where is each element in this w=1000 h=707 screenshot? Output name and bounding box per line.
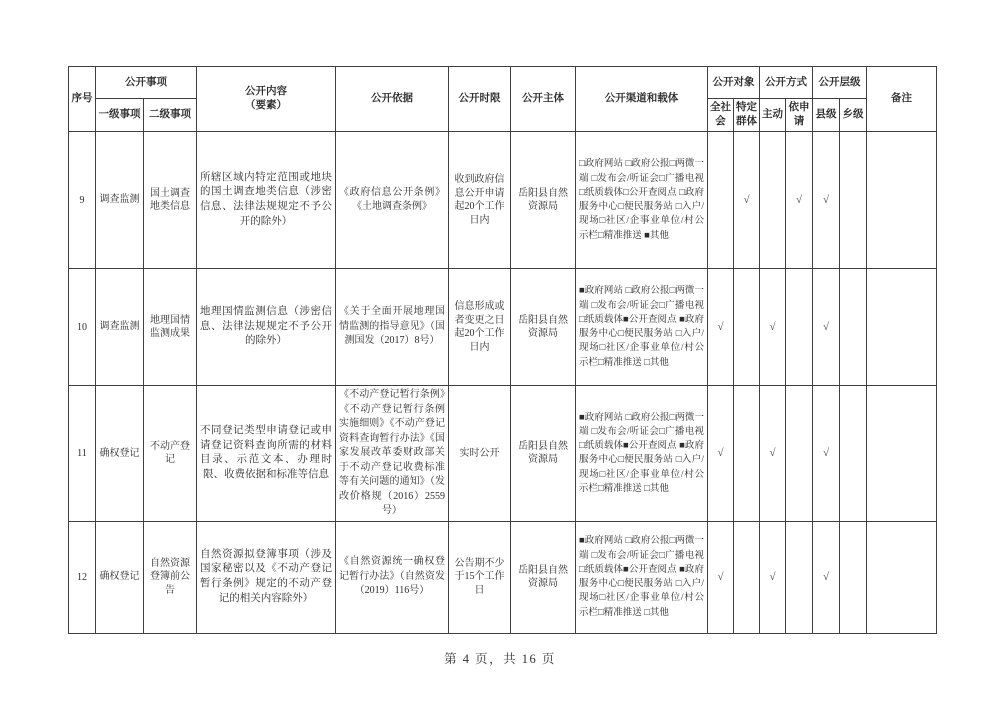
cell-content: 不同登记类型申请登记或申请登记资料查询所需的材料目录、示范文本、办理时限、收费依据和标准等信息 — [197, 386, 336, 522]
cell-level2: 不动产登记 — [144, 386, 197, 522]
cell-check-township — [840, 269, 867, 386]
header-item: 公开事项 — [96, 67, 197, 99]
cell-content: 自然资源拟登簿事项（涉及国家秘密以及《不动产登记暂行条例》规定的不动产登记的相关内容除外） — [197, 521, 336, 633]
header-level-county: 县级 — [813, 99, 840, 132]
cell-check-society: √ — [708, 269, 734, 386]
table-row — [69, 132, 937, 269]
header-content-line2: （要素） — [245, 100, 287, 111]
table-row — [69, 521, 937, 633]
cell-check-specific: √ — [734, 132, 760, 269]
cell-level1: 确权登记 — [96, 386, 144, 522]
header-time-limit: 公开时限 — [449, 67, 511, 132]
disclosure-table — [68, 66, 937, 634]
cell-check-county: √ — [813, 269, 840, 386]
header-method: 公开方式 — [760, 67, 813, 99]
cell-check-on-request — [786, 269, 813, 386]
header-seq: 序号 — [69, 67, 96, 132]
cell-check-county: √ — [813, 386, 840, 522]
cell-basis: 《自然资源统一确权登记暂行办法》（自然资发（2019）116号） — [336, 521, 449, 633]
cell-time-limit: 信息形成或者变更之日起20个工作日内 — [449, 269, 511, 386]
header-channel: 公开渠道和载体 — [576, 67, 708, 132]
cell-check-township — [840, 386, 867, 522]
cell-check-county: √ — [813, 132, 840, 269]
header-level-township: 乡级 — [840, 99, 867, 132]
cell-check-society — [708, 132, 734, 269]
cell-channels: ■政府网站 □政府公报□两微一端 □发布会/听证会□广播电视 □纸质载体■公开查阅点 ■政府服务中心□便民服务站 □入户/现场□社区/企事业单位/村公示栏□精准推送 □其他 — [576, 386, 708, 522]
cell-seq: 11 — [69, 386, 96, 522]
cell-remark — [867, 386, 937, 522]
header-content-line1: 公开内容 — [245, 86, 287, 98]
cell-check-proactive: √ — [760, 269, 786, 386]
cell-check-society: √ — [708, 386, 734, 522]
header-subject: 公开主体 — [511, 67, 576, 132]
header-target-society: 全社会 — [708, 99, 734, 132]
cell-basis: 《政府信息公开条例》《土地调查条例》 — [336, 132, 449, 269]
cell-check-on-request — [786, 521, 813, 633]
cell-time-limit: 公告期不少于15个工作日 — [449, 521, 511, 633]
table-row — [69, 386, 937, 522]
cell-content: 所辖区域内特定范围或地块的国土调查地类信息（涉密信息、法律法规规定不予公开的除外） — [197, 132, 336, 269]
cell-level2: 自然资源登簿前公告 — [144, 521, 197, 633]
cell-content: 地理国情监测信息（涉密信息、法律法规规定不予公开的除外） — [197, 269, 336, 386]
header-method-proactive: 主动 — [760, 99, 786, 132]
header-remark: 备注 — [867, 67, 937, 132]
table-header — [69, 67, 937, 132]
cell-level1: 调查监测 — [96, 132, 144, 269]
cell-subject: 岳阳县自然资源局 — [511, 269, 576, 386]
cell-level2: 地理国情监测成果 — [144, 269, 197, 386]
cell-check-specific — [734, 521, 760, 633]
cell-level2: 国土调查地类信息 — [144, 132, 197, 269]
cell-check-society: √ — [708, 521, 734, 633]
header-target: 公开对象 — [708, 67, 760, 99]
cell-check-township — [840, 132, 867, 269]
cell-channels: □政府网站 □政府公报□两微一端 □发布会/听证会□广播电视 □纸质载体□公开查阅点 □政府服务中心□便民服务站 □入户/现场□社区/企事业单位/村公示栏□精准推送 ■其他 — [576, 132, 708, 269]
header-target-specific: 特定群体 — [734, 99, 760, 132]
cell-basis: 《不动产登记暂行条例》《不动产登记暂行条例实施细则》《不动产登记资料查询暂行办法》《国家发展改革委财政部关于不动产登记收费标准等有关问题的通知》（发改价格规（2016）2559号） — [336, 386, 449, 522]
cell-subject: 岳阳县自然资源局 — [511, 132, 576, 269]
cell-channels: ■政府网站 □政府公报□两微一端 □发布会/听证会□广播电视 □纸质载体■公开查阅点 ■政府服务中心□便民服务站 □入户/现场□社区/企事业单位/村公示栏□精准推送 □其他 — [576, 521, 708, 633]
cell-remark — [867, 269, 937, 386]
cell-check-on-request — [786, 386, 813, 522]
cell-check-on-request: √ — [786, 132, 813, 269]
table-row — [69, 269, 937, 386]
cell-level1: 确权登记 — [96, 521, 144, 633]
cell-seq: 9 — [69, 132, 96, 269]
header-level: 公开层级 — [813, 67, 867, 99]
cell-check-county: √ — [813, 521, 840, 633]
page-footer: 第 4 页，共 16 页 — [444, 652, 556, 666]
cell-seq: 12 — [69, 521, 96, 633]
cell-time-limit: 实时公开 — [449, 386, 511, 522]
cell-basis: 《关于全面开展地理国情监测的指导意见》（国测国发（2017）8号） — [336, 269, 449, 386]
cell-check-proactive: √ — [760, 386, 786, 522]
header-item-level2: 二级事项 — [144, 99, 197, 132]
header-content — [197, 67, 336, 132]
header-method-on-request: 依申请 — [786, 99, 813, 132]
cell-time-limit: 收到政府信息公开申请起20个工作日内 — [449, 132, 511, 269]
cell-check-proactive — [760, 132, 786, 269]
cell-level1: 调查监测 — [96, 269, 144, 386]
cell-check-specific — [734, 386, 760, 522]
header-item-level1: 一级事项 — [96, 99, 144, 132]
cell-remark — [867, 132, 937, 269]
cell-seq: 10 — [69, 269, 96, 386]
cell-check-specific — [734, 269, 760, 386]
cell-subject: 岳阳县自然资源局 — [511, 386, 576, 522]
cell-channels: ■政府网站 □政府公报□两微一端 □发布会/听证会□广播电视 □纸质载体■公开查阅点 ■政府服务中心□便民服务站 □入户/现场□社区/企事业单位/村公示栏□精准推送 □其他 — [576, 269, 708, 386]
cell-check-proactive: √ — [760, 521, 786, 633]
header-basis: 公开依据 — [336, 67, 449, 132]
cell-check-township — [840, 521, 867, 633]
cell-subject: 岳阳县自然资源局 — [511, 521, 576, 633]
cell-remark — [867, 521, 937, 633]
